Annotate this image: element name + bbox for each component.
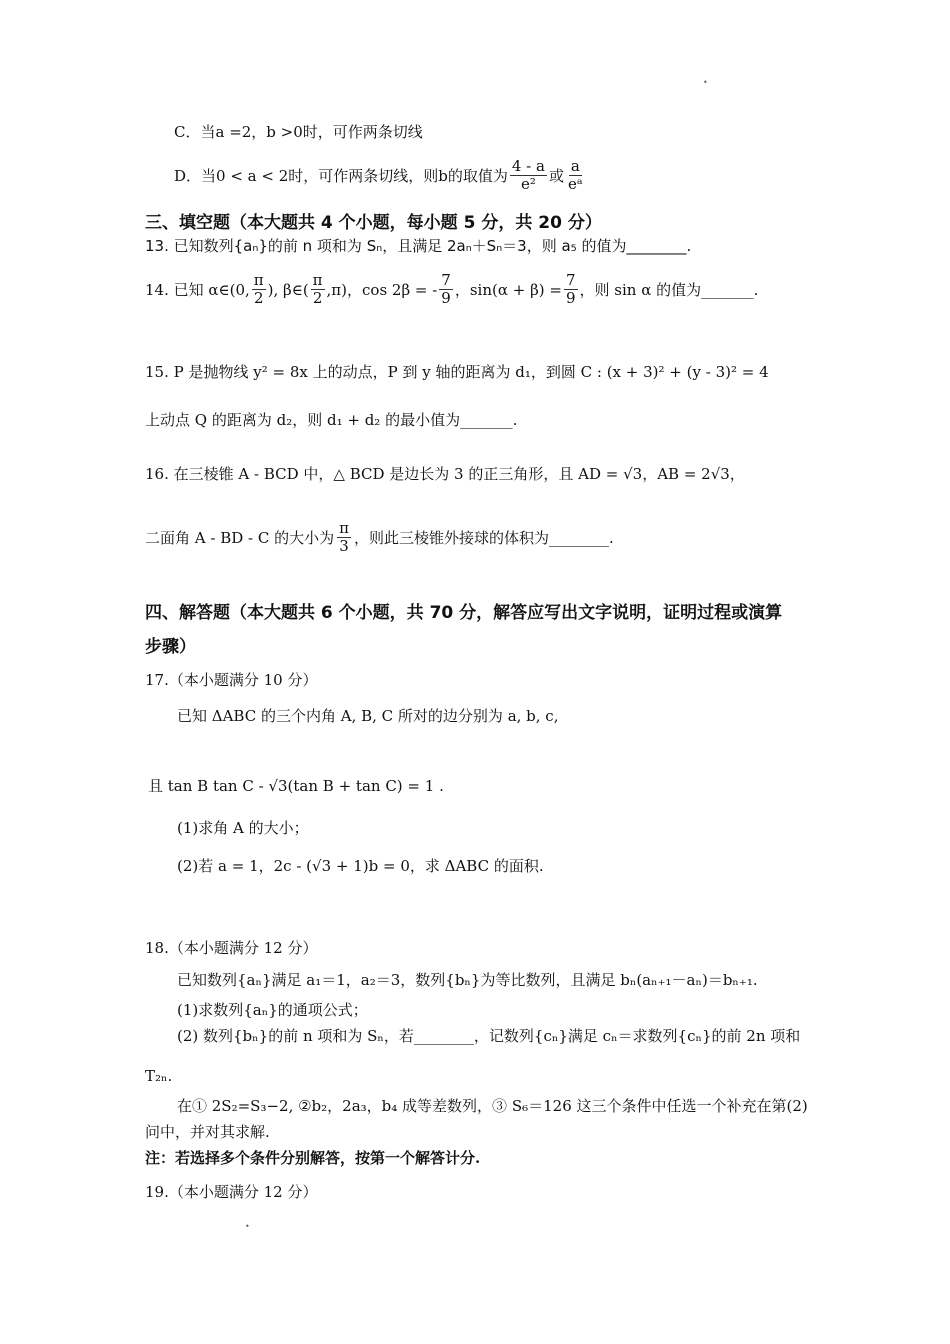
- option-d: [174, 158, 585, 193]
- question-14: [145, 272, 758, 307]
- question-17-part-2: (2)若 a = 1，2c - (√3 + 1)b = 0，求 ΔABC 的面积.: [177, 857, 544, 875]
- option-c: C．当a =2，b >0时，可作两条切线: [174, 123, 423, 141]
- question-18-title: 18.（本小题满分 12 分）: [145, 939, 318, 957]
- question-16-line-2: [145, 520, 614, 555]
- question-14-frac-7-9a: $\frac{7}{9}$: [441, 271, 451, 307]
- question-16-frac-pi-3: $\frac{\pi}{3}$: [339, 519, 349, 555]
- question-18-part-1: (1)求数列{aₙ}的通项公式；: [177, 1001, 368, 1019]
- option-d-fraction-2: $\frac{a}{\text{eᵃ}}$: [567, 157, 583, 193]
- question-14-mid2: ,π)，cos 2β = -: [326, 280, 438, 299]
- question-18-conditions-line-1: 在① 2S₂=S₃−2, ②b₂，2a₃，b₄ 成等差数列，③ S₆＝126 这三个条件中任选一个补充在第(2): [177, 1097, 808, 1115]
- option-d-fraction-1: $\frac{4 - a}{\text{e²}}$: [511, 157, 545, 193]
- question-18-line-1: 已知数列{aₙ}满足 a₁＝1，a₂＝3，数列{bₙ}为等比数列，且满足 bₙ(aₙ₊₁－aₙ)＝bₙ₊₁.: [177, 971, 758, 989]
- scan-dot: •: [245, 1222, 250, 1231]
- question-19-title: 19.（本小题满分 12 分）: [145, 1183, 318, 1201]
- question-14-frac-pi-2a: $\frac{\pi}{2}$: [253, 271, 264, 307]
- question-16-line-2-suffix: ，则此三棱锥外接球的体积为________.: [353, 528, 614, 547]
- question-14-suffix: ，则 sin α 的值为_______.: [579, 280, 759, 299]
- question-18-part-2: (2) 数列{bₙ}的前 n 项和为 Sₙ，若________，记数列{cₙ}满足 cₙ＝求数列{cₙ}的前 2n 项和: [177, 1027, 801, 1045]
- question-14-mid1: ), β∈(: [267, 280, 309, 299]
- option-d-or: 或: [548, 166, 564, 185]
- scan-dot: •: [703, 78, 708, 87]
- question-14-frac-7-9b: $\frac{7}{9}$: [565, 271, 576, 307]
- question-13: 13. 已知数列{aₙ}的前 n 项和为 Sₙ，且满足 2aₙ＋Sₙ＝3，则 a₅ 的值为________.: [145, 237, 692, 255]
- section-3-heading: 三、填空题（本大题共 4 个小题，每小题 5 分，共 20 分）: [145, 213, 602, 233]
- question-16-line-1: 16. 在三棱锥 A - BCD 中，△ BCD 是边长为 3 的正三角形，且 AD = √3，AB = 2√3，: [145, 465, 745, 483]
- question-17-part-1: (1)求角 A 的大小；: [177, 819, 309, 837]
- question-17-line-2: 且 tan B tan C - √3(tan B + tan C) = 1 .: [148, 777, 444, 795]
- question-18-part-2-cont: T₂ₙ.: [145, 1067, 173, 1085]
- question-18-conditions-line-2: 问中，并对其求解.: [145, 1123, 270, 1141]
- question-18-note: 注：若选择多个条件分别解答，按第一个解答计分.: [145, 1149, 481, 1167]
- question-14-mid3: ，sin(α + β) =: [454, 280, 562, 299]
- question-14-frac-pi-2b: $\frac{\pi}{2}$: [312, 271, 323, 307]
- section-4-heading-line-1: 四、解答题（本大题共 6 个小题，共 70 分，解答应写出文字说明，证明过程或演算: [145, 603, 783, 623]
- section-4-heading-line-2: 步骤）: [145, 637, 196, 657]
- question-17-line-1: 已知 ΔABC 的三个内角 A, B, C 所对的边分别为 a, b, c,: [177, 707, 559, 725]
- question-15-line-2: 上动点 Q 的距离为 d₂，则 d₁ + d₂ 的最小值为_______.: [145, 411, 518, 429]
- question-15-line-1: 15. P 是抛物线 y² = 8x 上的动点，P 到 y 轴的距离为 d₁，到圆 C : (x + 3)² + (y - 3)² = 4: [145, 363, 769, 381]
- question-14-prefix: 14. 已知 α∈(0,: [145, 280, 250, 299]
- option-d-text: D．当0 < a < 2时，可作两条切线，则b的取值为: [174, 166, 508, 185]
- question-16-line-2-prefix: 二面角 A - BD - C 的大小为: [145, 528, 335, 547]
- question-17-title: 17.（本小题满分 10 分）: [145, 671, 318, 689]
